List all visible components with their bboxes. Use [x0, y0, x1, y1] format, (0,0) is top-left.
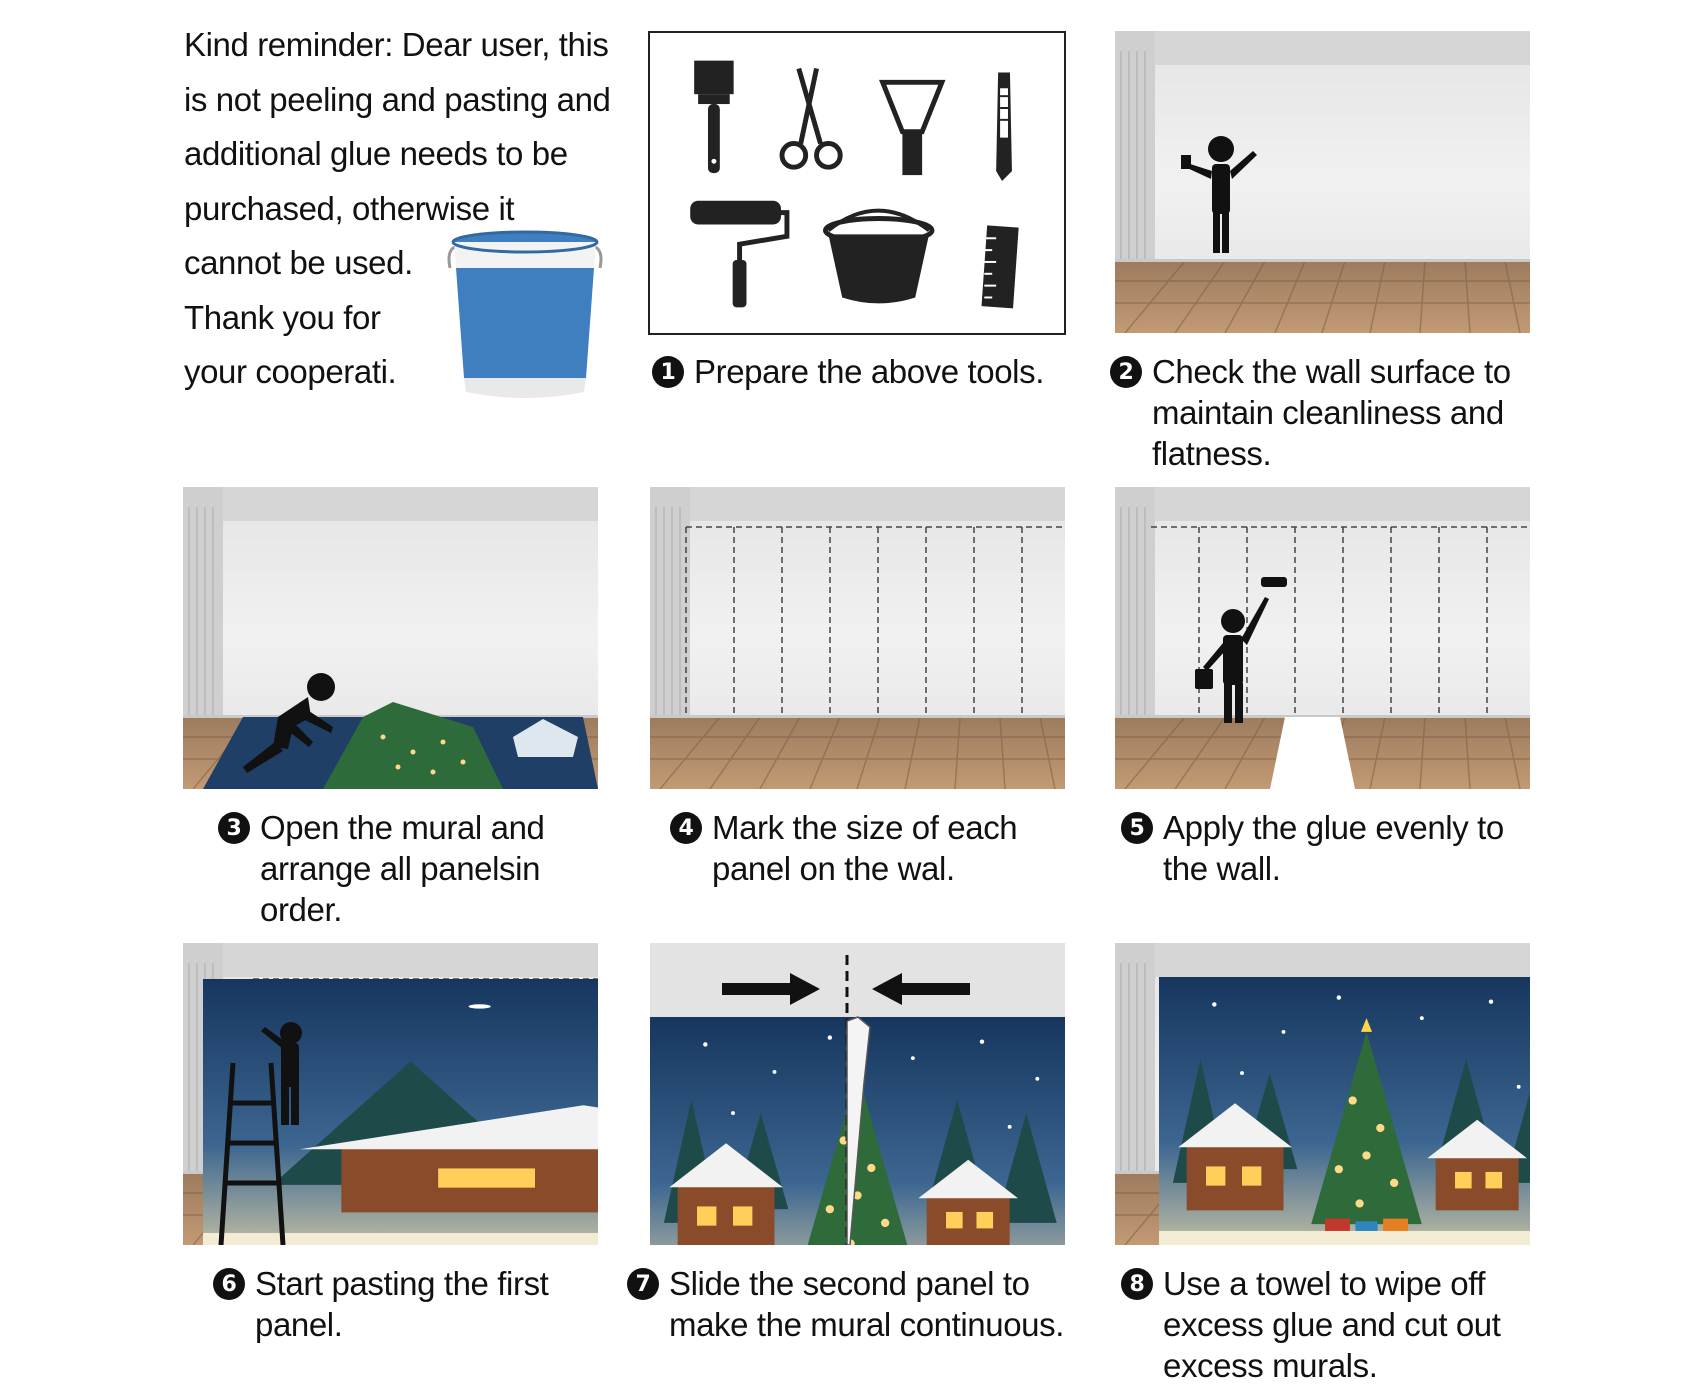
step-number-badge: 2 — [1110, 356, 1142, 388]
caption-line: excess glue and cut out — [1163, 1306, 1501, 1343]
step-1-caption — [652, 351, 1044, 392]
step-2-caption — [1110, 351, 1511, 474]
finished-mural — [1159, 977, 1530, 1245]
step-number-badge: 4 — [670, 812, 702, 844]
reminder-line: Thank you for — [184, 298, 381, 336]
scissors-icon — [782, 69, 840, 168]
caption-line: Use a towel to wipe off — [1163, 1265, 1486, 1302]
caption-line: Slide the second panel to — [669, 1265, 1030, 1302]
reminder-line: is not peeling and pasting and — [184, 80, 611, 118]
step-8-caption — [1121, 1263, 1501, 1386]
tools-panel — [648, 31, 1066, 335]
step-7-caption — [627, 1263, 1064, 1345]
step-2-image — [1115, 31, 1530, 333]
caption-line: flatness. — [1152, 435, 1272, 472]
first-mural-panel — [203, 979, 598, 1245]
bucket-icon — [825, 211, 932, 304]
step-number-badge: 6 — [213, 1268, 245, 1300]
paint-roller-icon — [690, 201, 787, 308]
caption-line: Prepare the above tools. — [694, 353, 1044, 390]
caption-line: the wall. — [1163, 850, 1281, 887]
step-3-caption — [218, 807, 544, 930]
step-number-badge: 1 — [652, 356, 684, 388]
caption-line: Apply the glue evenly to — [1163, 809, 1504, 846]
ruler-icon — [982, 225, 1019, 308]
step-number-badge: 3 — [218, 812, 250, 844]
step-3-image — [183, 487, 598, 789]
step-number-badge: 8 — [1121, 1268, 1153, 1300]
step-7-image — [650, 943, 1065, 1245]
caption-line: excess murals. — [1163, 1347, 1378, 1384]
caption-line: Check the wall surface to — [1152, 353, 1511, 390]
reminder-line: Kind reminder: Dear user, this — [184, 26, 609, 63]
reminder-line: additional glue needs to be — [184, 135, 568, 172]
paintbrush-icon — [694, 61, 733, 174]
caption-line: make the mural continuous. — [669, 1306, 1064, 1343]
step-number-badge: 7 — [627, 1268, 659, 1300]
step-4-caption — [670, 807, 1017, 889]
reminder-line: your cooperati. — [184, 353, 397, 390]
step-number-badge: 5 — [1121, 812, 1153, 844]
step-6-caption — [213, 1263, 548, 1345]
step-4-image — [650, 487, 1065, 789]
reminder-line: purchased, otherwise it — [184, 189, 515, 227]
caption-line: Mark the size of each — [712, 809, 1018, 846]
caption-line: panel on the wal. — [712, 850, 955, 887]
caption-line: Open the mural and — [260, 809, 545, 846]
caption-line: arrange all panelsin — [260, 850, 541, 887]
caption-line: maintain cleanliness and — [1152, 394, 1504, 431]
step-5-image — [1115, 487, 1530, 789]
scraper-icon — [883, 82, 942, 175]
caption-line: Start pasting the first — [255, 1265, 549, 1302]
step-5-caption — [1121, 807, 1504, 889]
step-8-image — [1115, 943, 1530, 1245]
caption-line: order. — [260, 891, 342, 928]
utility-knife-icon — [996, 72, 1012, 181]
glue-bucket-icon — [444, 228, 606, 400]
reminder-line: cannot be used. — [184, 244, 413, 281]
caption-line: panel. — [255, 1306, 343, 1343]
step-6-image — [183, 943, 598, 1245]
